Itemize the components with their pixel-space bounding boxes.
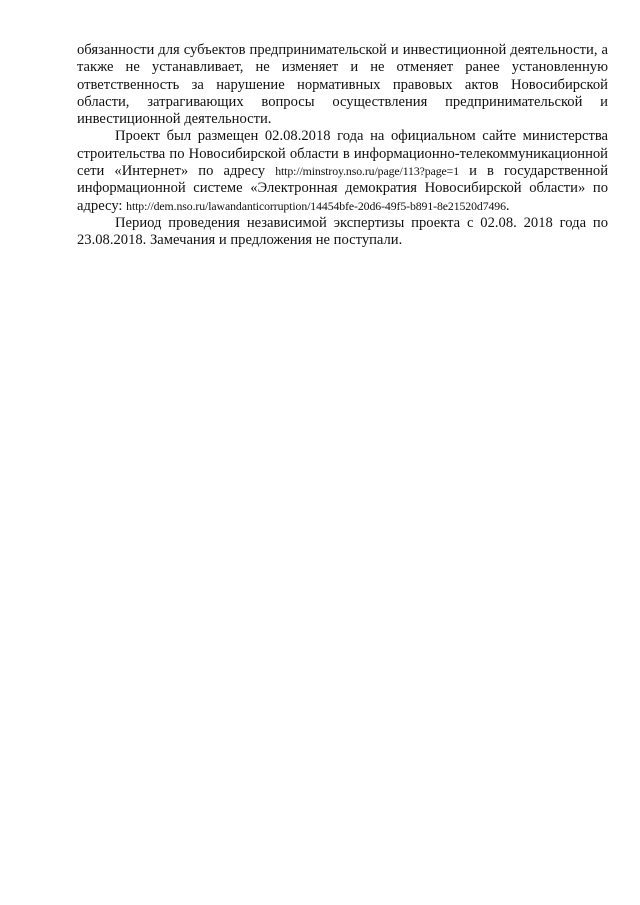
publication-text-start: Проект был размещен 02.08.2018 года на официальном сайте министерства строительства по Новосибирской области в информационно-телекоммуникационной сети «Интернет» по адресу bbox=[77, 128, 608, 180]
publication-text-end: . bbox=[505, 197, 510, 214]
minstroy-url-link[interactable]: http://minstroy.nso.ru/page/113?page=1 bbox=[275, 164, 460, 179]
democracy-url-link[interactable]: http://dem.nso.ru/lawandanticorruption/14454bfe-20d6-49f5-b891-8e21520d7496 bbox=[126, 198, 506, 213]
publication-text-middle: и в государственной информационной системе «Электронная демократия Новосибирской области» по адресу: bbox=[77, 163, 609, 214]
paragraph-expertise-period: Период проведения независимой экспертизы проекта с 02.08. 2018 года по 23.08.2018. Замечания и предложения не поступали. bbox=[77, 214, 608, 249]
paragraph-obligations: обязанности для субъектов предпринимательской и инвестиционной деятельности, а также не устанавливает, не изменяет и не отменяет ранее установленную ответственность за нарушение нормативных правовых актов Новосибирской области, затрагивающих вопросы осуществления предпринимательской и инвестиционной деятельности. bbox=[77, 42, 608, 128]
document-body bbox=[77, 42, 608, 250]
paragraph-publication bbox=[77, 128, 608, 214]
